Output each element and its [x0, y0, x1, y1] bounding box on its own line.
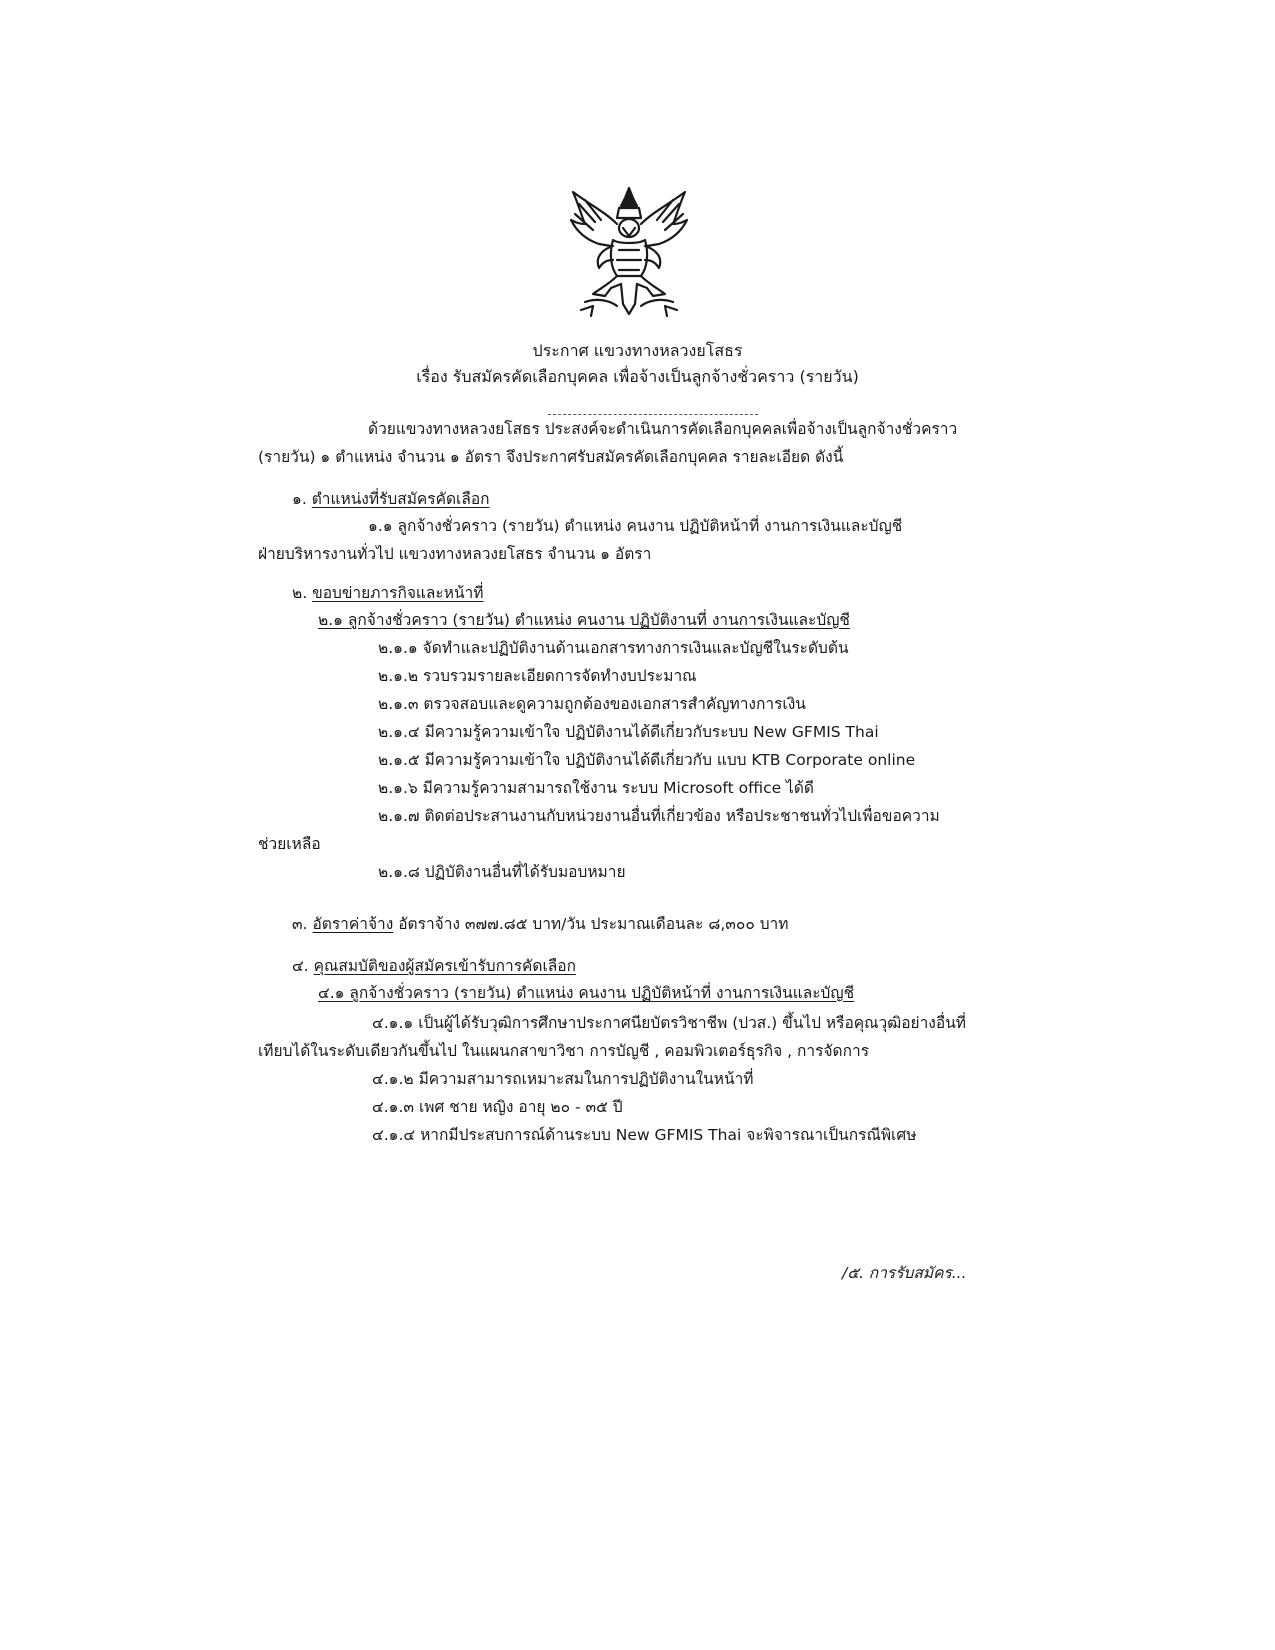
section-2-heading — [292, 582, 483, 604]
garuda-emblem-icon — [565, 184, 693, 322]
section-3-title: อัตราค่าจ้าง — [312, 915, 394, 933]
section-4-subheading: ๔.๑ ลูกจ้างชั่วคราว (รายวัน) ตำแหน่ง คนงาน ปฏิบัติหน้าที่ งานการเงินและบัญชี — [318, 984, 855, 1002]
section-4-item-1-line-2: เทียบได้ในระดับเดียวกันขึ้นไป ในแผนกสาขาวิชา การบัญชี , คอมพิวเตอร์ธุรกิจ , การจัดการ — [258, 1042, 870, 1060]
section-2-title: ขอบข่ายภารกิจและหน้าที่ — [312, 584, 484, 602]
section-4-heading — [292, 955, 576, 977]
page-continuation: /๕. การรับสมัคร... — [842, 1264, 967, 1282]
section-4-item-1-line-1: ๔.๑.๑ เป็นผู้ได้รับวุฒิการศึกษาประกาศนียบัตรวิชาชีพ (ปวส.) ขึ้นไป หรือคุณวุฒิอย่างอื่นที่ — [372, 1014, 967, 1032]
intro-line-2: (รายวัน) ๑ ตำแหน่ง จำนวน ๑ อัตรา จึงประกาศรับสมัครคัดเลือกบุคคล รายละเอียด ดังนี้ — [258, 448, 844, 466]
intro-line-1: ด้วยแขวงทางหลวงยโสธร ประสงค์จะดำเนินการคัดเลือกบุคคลเพื่อจ้างเป็นลูกจ้างชั่วคราว — [368, 420, 958, 438]
section-1-item-line-2: ฝ่ายบริหารงานทั่วไป แขวงทางหลวงยโสธร จำนวน ๑ อัตรา — [258, 545, 652, 563]
section-1-title: ตำแหน่งที่รับสมัครคัดเลือก — [311, 490, 490, 508]
section-3-text: อัตราจ้าง ๓๗๗.๘๕ บาท/วัน ประมาณเดือนละ ๘,๓๐๐ บาท — [393, 915, 789, 933]
section-2-item-8: ๒.๑.๘ ปฏิบัติงานอื่นที่ได้รับมอบหมาย — [378, 863, 626, 881]
section-2-item-7-continuation: ช่วยเหลือ — [258, 835, 321, 853]
section-2-number: ๒. — [292, 584, 308, 602]
section-2-item: ๒.๑.๓ ตรวจสอบและดูความถูกต้องของเอกสารสำคัญทางการเงิน — [378, 695, 806, 713]
section-4-item: ๔.๑.๒ มีความสามารถเหมาะสมในการปฏิบัติงานในหน้าที่ — [372, 1070, 754, 1088]
section-1-item-line-1: ๑.๑ ลูกจ้างชั่วคราว (รายวัน) ตำแหน่ง คนงาน ปฏิบัติหน้าที่ งานการเงินและบัญชี — [368, 517, 903, 535]
section-2-subheading: ๒.๑ ลูกจ้างชั่วคราว (รายวัน) ตำแหน่ง คนงาน ปฏิบัติงานที่ งานการเงินและบัญชี — [318, 611, 850, 629]
section-3-number: ๓. — [292, 915, 308, 933]
announcement-subject: เรื่อง รับสมัครคัดเลือกบุคคล เพื่อจ้างเป็นลูกจ้างชั่วคราว (รายวัน) — [416, 367, 859, 386]
section-2-item: ๒.๑.๗ ติดต่อประสานงานกับหน่วยงานอื่นที่เกี่ยวข้อง หรือประชาชนทั่วไปเพื่อขอความ — [378, 807, 940, 825]
section-2-item: ๒.๑.๕ มีความรู้ความเข้าใจ ปฏิบัติงานได้ดีเกี่ยวกับ แบบ KTB Corporate online — [378, 751, 916, 769]
section-4-title: คุณสมบัติของผู้สมัครเข้ารับการคัดเลือก — [313, 957, 576, 975]
section-2-item: ๒.๑.๑ จัดทำและปฏิบัติงานด้านเอกสารทางการเงินและบัญชีในระดับต้น — [378, 639, 849, 657]
section-1-number: ๑. — [292, 490, 307, 508]
section-2-item: ๒.๑.๖ มีความรู้ความสามารถใช้งาน ระบบ Microsoft office ได้ดี — [378, 779, 814, 797]
header-separator — [548, 414, 758, 415]
announcement-title: ประกาศ แขวงทางหลวงยโสธร — [532, 341, 743, 360]
section-1-heading — [292, 488, 490, 510]
section-3-heading — [292, 913, 788, 935]
section-4-item: ๔.๑.๓ เพศ ชาย หญิง อายุ ๒๐ - ๓๕ ปี — [372, 1098, 623, 1116]
section-4-number: ๔. — [292, 957, 309, 975]
section-2-item: ๒.๑.๔ มีความรู้ความเข้าใจ ปฏิบัติงานได้ดีเกี่ยวกับระบบ New GFMIS Thai — [378, 723, 879, 741]
section-4-item: ๔.๑.๔ หากมีประสบการณ์ด้านระบบ New GFMIS Thai จะพิจารณาเป็นกรณีพิเศษ — [372, 1126, 917, 1144]
section-2-item: ๒.๑.๒ รวบรวมรายละเอียดการจัดทำงบประมาณ — [378, 667, 697, 685]
